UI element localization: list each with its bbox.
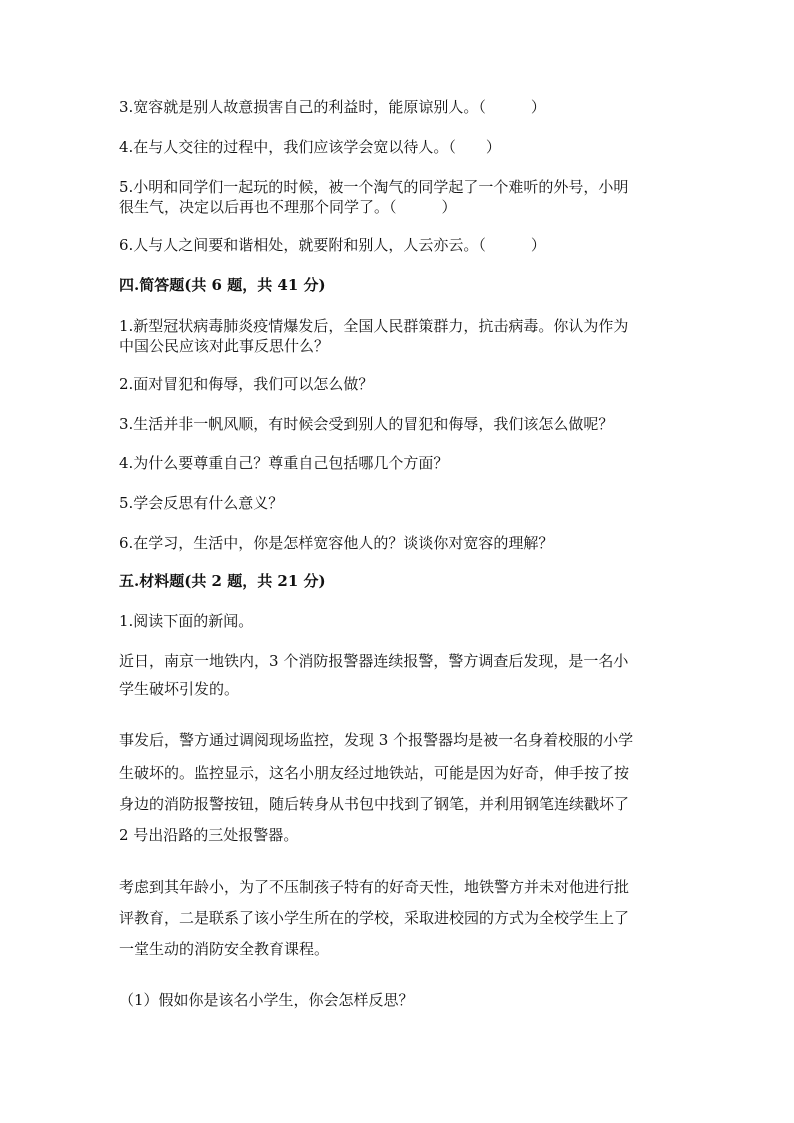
material-paragraph-2-line-3: 身边的消防报警按钮，随后转身从书包中找到了钢笔，并利用钢笔连续戳坏了 [119,795,630,813]
judgement-item-4: 4.在与人交往的过程中，我们应该学会宽以待人。（ ） [119,138,501,156]
material-paragraph-3-line-3: 一堂生动的消防安全教育课程。 [119,940,330,958]
judgement-item-6: 6.人与人之间要和谐相处，就要附和别人，人云亦云。（ ） [119,236,546,254]
short-answer-item-6: 6.在学习，生活中，你是怎样宽容他人的？谈谈你对宽容的理解？ [119,534,554,552]
judgement-item-5-line-1: 5.小明和同学们一起玩的时候，被一个淘气的同学起了一个难听的外号，小明 [119,178,629,196]
material-question-1: （1）假如你是该名小学生，你会怎样反思？ [119,991,414,1009]
short-answer-heading: 四.简答题(共 6 题，共 41 分) [119,276,326,294]
short-answer-item-1-line-1: 1.新型冠状病毒肺炎疫情爆发后，全国人民群策群力，抗击病毒。你认为作为 [119,317,629,335]
material-paragraph-3-line-1: 考虑到其年龄小，为了不压制孩子特有的好奇天性，地铁警方并未对他进行批 [119,878,630,896]
material-heading: 五.材料题(共 2 题，共 21 分) [119,572,326,590]
judgement-item-5-line-2: 很生气，决定以后再也不理那个同学了。（ ） [119,198,457,216]
short-answer-item-1-line-2: 中国公民应该对此事反思什么？ [119,337,330,355]
short-answer-item-3: 3.生活并非一帆风顺，有时候会受到别人的冒犯和侮辱，我们该怎么做呢？ [119,415,614,433]
material-paragraph-1-line-2: 学生破坏引发的。 [119,680,240,698]
material-paragraph-2-line-2: 生破坏的。监控显示，这名小朋友经过地铁站，可能是因为好奇，伸手按了按 [119,764,630,782]
short-answer-item-5: 5.学会反思有什么意义？ [119,494,284,512]
short-answer-item-4: 4.为什么要尊重自己？尊重自己包括哪几个方面？ [119,454,449,472]
material-paragraph-2-line-4: 2 号出沿路的三处报警器。 [119,826,299,844]
short-answer-item-2: 2.面对冒犯和侮辱，我们可以怎么做？ [119,375,374,393]
material-paragraph-1-line-1: 近日，南京一地铁内，3 个消防报警器连续报警，警方调查后发现，是一名小 [119,652,629,670]
material-paragraph-2-line-1: 事发后，警方通过调阅现场监控，发现 3 个报警器均是被一名身着校服的小学 [119,731,634,749]
judgement-item-3: 3.宽容就是别人故意损害自己的利益时，能原谅别人。（ ） [119,98,546,116]
material-paragraph-3-line-2: 评教育，二是联系了该小学生所在的学校，采取进校园的方式为全校学生上了 [119,909,630,927]
material-intro: 1.阅读下面的新闻。 [119,612,254,630]
